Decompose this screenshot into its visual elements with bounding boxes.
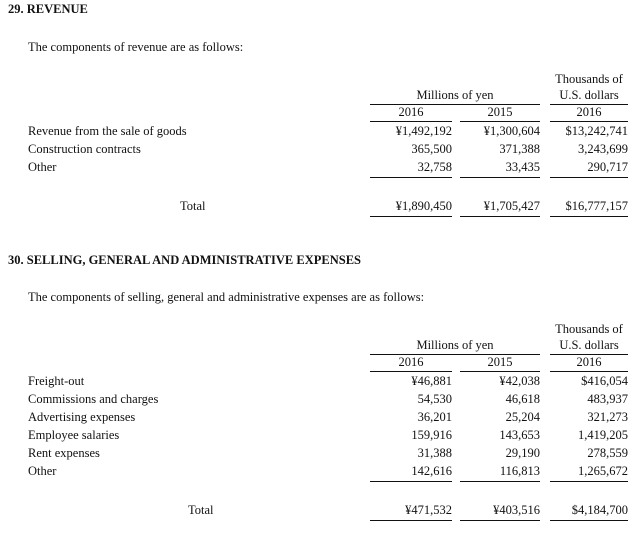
row-label: Advertising expenses [28,410,136,424]
row-label: Other [28,160,57,174]
col-rule-usd-2016 [550,371,628,372]
total-2015: ¥403,516 [493,503,540,517]
row-label: Revenue from the sale of goods [28,124,187,138]
col-rule-2015 [460,371,540,372]
cell-usd-2016: 1,265,672 [578,464,628,478]
cell-2016: 365,500 [411,142,452,156]
cell-2015: 33,435 [505,160,540,174]
row-label: Rent expenses [28,446,100,460]
total-usd-2016: $16,777,157 [565,199,628,213]
cell-usd-2016: 321,273 [587,410,628,424]
section-intro-sga: The components of selling, general and administrative expenses are as follows: [28,290,425,304]
cell-usd-2016: $416,054 [581,374,628,388]
cell-2016: 159,916 [411,428,452,442]
total-rule-2016 [370,520,452,521]
cell-2015: ¥42,038 [499,374,540,388]
total-rule-usd-2016 [550,520,628,521]
col-rule-usd-2016 [550,121,628,122]
cell-usd-2016: 483,937 [587,392,628,406]
total-2016: ¥471,532 [405,503,452,517]
col-rule-2016 [370,371,452,372]
cell-2015: ¥1,300,604 [483,124,540,138]
cell-2016: 31,388 [417,446,452,460]
row-label: Construction contracts [28,142,141,156]
col-header-usd-2016: 2016 [576,355,602,369]
total-label: Total [180,199,206,213]
section-intro-revenue: The components of revenue are as follows: [28,40,244,54]
col-header-2016: 2016 [398,105,424,119]
subtotal-rule-2015 [460,177,540,178]
cell-2015: 46,618 [505,392,540,406]
section-heading-sga: 30. SELLING, GENERAL AND ADMINISTRATIVE EXPENSES [8,253,361,267]
cell-2015: 143,653 [499,428,540,442]
section-heading-revenue: 29. REVENUE [8,2,88,16]
yen-group-header: Millions of yen [416,88,494,102]
row-label: Other [28,464,57,478]
total-2015: ¥1,705,427 [483,199,540,213]
subtotal-rule-2015 [460,481,540,482]
total-rule-2016 [370,216,452,217]
usd-group-header-line2: U.S. dollars [559,338,619,352]
usd-group-header-line1: Thousands of [555,322,623,336]
cell-2015: 371,388 [499,142,540,156]
cell-usd-2016: 290,717 [587,160,628,174]
subtotal-rule-2016 [370,177,452,178]
cell-usd-2016: 1,419,205 [578,428,628,442]
col-header-2015: 2015 [487,355,513,369]
usd-group-header-line2: U.S. dollars [559,88,619,102]
cell-2016: ¥1,492,192 [395,124,452,138]
total-rule-usd-2016 [550,216,628,217]
cell-usd-2016: 3,243,699 [578,142,628,156]
cell-usd-2016: $13,242,741 [565,124,628,138]
cell-usd-2016: 278,559 [587,446,628,460]
row-label: Freight-out [28,374,85,388]
col-rule-2015 [460,121,540,122]
cell-2016: ¥46,881 [411,374,452,388]
total-2016: ¥1,890,450 [395,199,452,213]
cell-2016: 54,530 [417,392,452,406]
cell-2016: 32,758 [417,160,452,174]
subtotal-rule-2016 [370,481,452,482]
col-header-2016: 2016 [398,355,424,369]
cell-2016: 36,201 [417,410,452,424]
yen-group-header: Millions of yen [416,338,494,352]
usd-group-header-line1: Thousands of [555,72,623,86]
subtotal-rule-usd-2016 [550,481,628,482]
cell-2015: 25,204 [505,410,540,424]
col-header-usd-2016: 2016 [576,105,602,119]
cell-2015: 116,813 [499,464,540,478]
subtotal-rule-usd-2016 [550,177,628,178]
total-label: Total [188,503,214,517]
total-usd-2016: $4,184,700 [571,503,628,517]
total-rule-2015 [460,520,540,521]
col-rule-2016 [370,121,452,122]
col-header-2015: 2015 [487,105,513,119]
total-rule-2015 [460,216,540,217]
cell-2016: 142,616 [411,464,452,478]
cell-2015: 29,190 [505,446,540,460]
row-label: Employee salaries [28,428,120,442]
row-label: Commissions and charges [28,392,159,406]
